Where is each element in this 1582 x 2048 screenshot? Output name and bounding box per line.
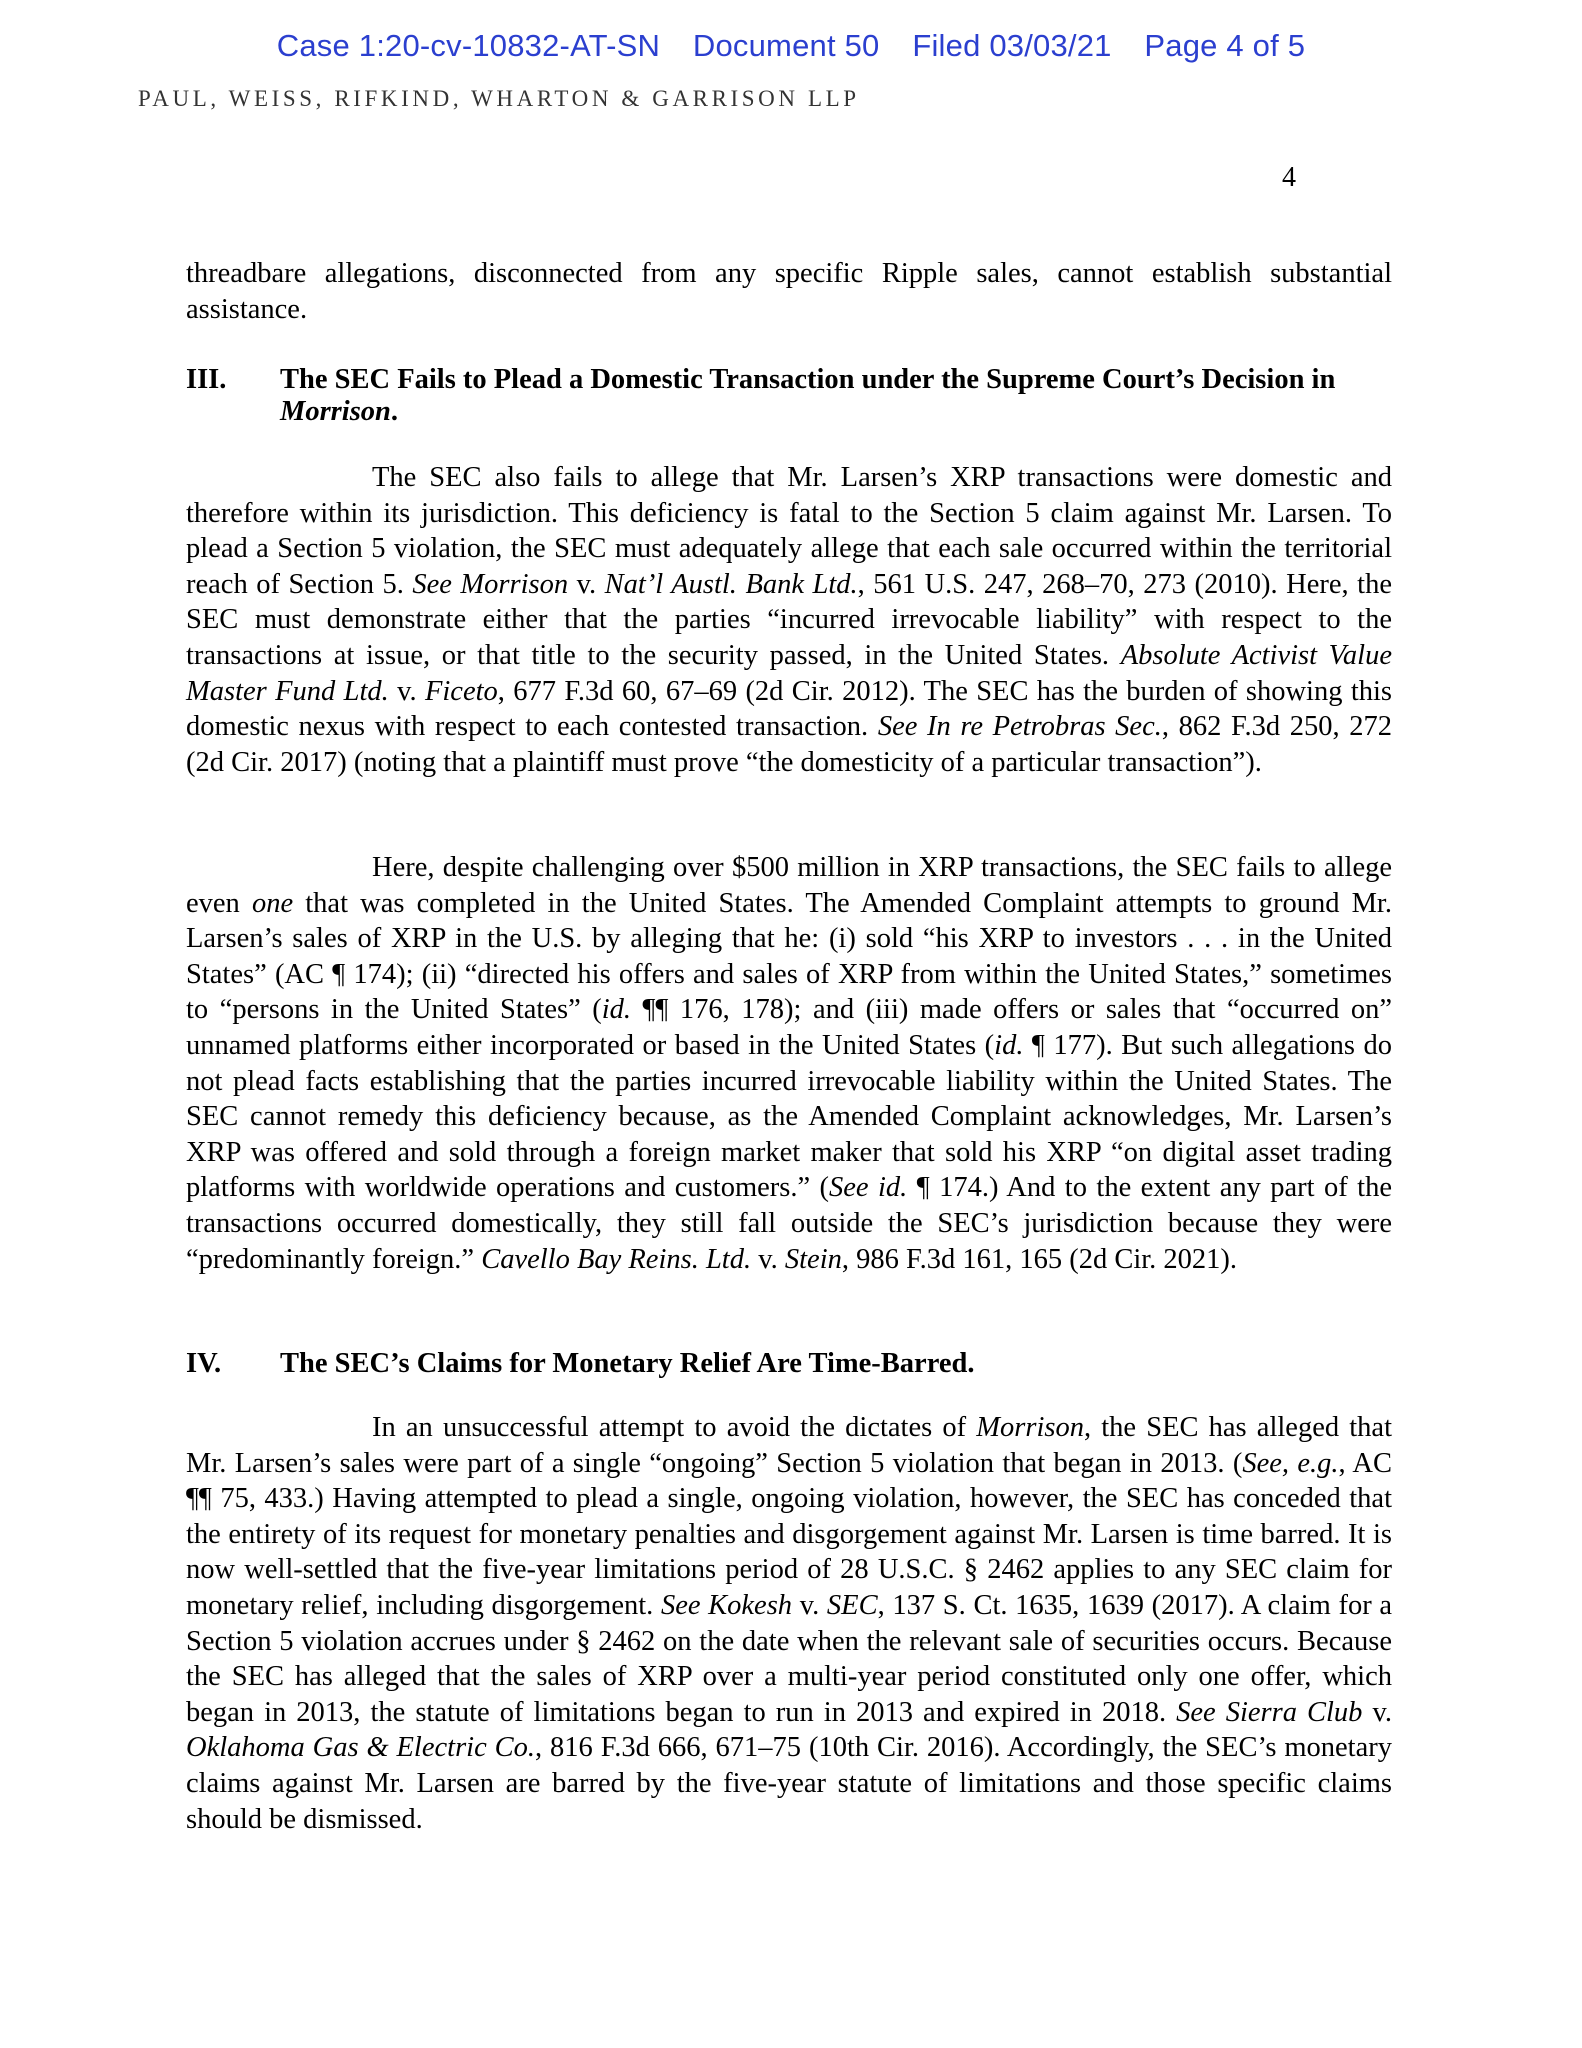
section-number: III. [186, 364, 227, 395]
page-number: 4 [1282, 162, 1296, 193]
document-number: Document 50 [692, 28, 880, 63]
paragraph-time-barred: In an unsuccessful attempt to avoid the dictates of Morrison, the SEC has alleged that Mr. Larsen’s sales were part of a single “ongoing” Section 5 violation that began in 2013. (See, e.g., AC ¶¶ 75, 433.) Having attempted to plead a single, ongoing violation, however, the SEC has conceded that the entirety of its request for monetary penalties and disgorgement against Mr. Larsen is time barred. It is now well-settled that the five-year limitations period of 28 U.S.C. § 2462 applies to any SEC claim for monetary relief, including disgorgement. See Kokesh v. SEC, 137 S. Ct. 1635, 1639 (2017). A claim for a Section 5 violation accrues under § 2462 on the date when the relevant sale of securities occurs. Because the SEC has alleged that the sales of XRP over a multi-year period constituted only one offer, which began in 2013, the statute of limitations began to run in 2013 and expired in 2018. See Sierra Club v. Oklahoma Gas & Electric Co., 816 F.3d 666, 671–75 (10th Cir. 2016). Accordingly, the SEC’s monetary claims against Mr. Larsen are barred by the five-year statute of limitations and those specific claims should be dismissed. [186, 1412, 1393, 1835]
paragraph-xrp-sales: Here, despite challenging over $500 million in XRP transactions, the SEC fails to allege even one that was completed in the United States. The Amended Complaint attempts to ground Mr. Larsen’s sales of XRP in the U.S. by alleging that he: (i) sold “his XRP to investors . . . in the United States” (AC ¶ 174); (ii) “directed his offers and sales of XRP from within the United States,” sometimes to “persons in the United States” (id. ¶¶ 176, 178); and (iii) made offers or sales that “occurred on” unnamed platforms either incorporated or based in the United States (id. ¶ 177). But such allegations do not plead facts establishing that the parties incurred irrevocable liability within the United States. The SEC cannot remedy this deficiency because, as the Amended Complaint acknowledges, Mr. Larsen’s XRP was offered and sold through a foreign market maker that sold his XRP “on digital asset trading platforms with worldwide operations and customers.” (See id. ¶ 174.) And to the extent any part of the transactions occurred domestically, they still fall outside the SEC’s jurisdiction because they were “predominantly foreign.” Cavello Bay Reins. Ltd. v. Stein, 986 F.3d 161, 165 (2d Cir. 2021). [186, 852, 1392, 1275]
paragraph-domestic-transaction: The SEC also fails to allege that Mr. Larsen’s XRP transactions were domestic and therefore within its jurisdiction. This deficiency is fatal to the Section 5 claim against Mr. Larsen. To plead a Section 5 violation, the SEC must adequately allege that each sale occurred within the territorial reach of Section 5. See Morrison v. Nat’l Austl. Bank Ltd., 561 U.S. 247, 268–70, 273 (2010). Here, the SEC must demonstrate either that the parties “incurred irrevocable liability” with respect to the transactions at issue, or that title to the security passed, in the United States. Absolute Activist Value Master Fund Ltd. v. Ficeto, 677 F.3d 60, 67–69 (2d Cir. 2012). The SEC has the burden of showing this domestic nexus with respect to each contested transaction. See In re Petrobras Sec., 862 F.3d 250, 272 (2d Cir. 2017) (noting that a plaintiff must prove “the domesticity of a particular transaction”). [186, 462, 1393, 778]
section-heading-iii [186, 364, 1392, 428]
section-title: The SEC’s Claims for Monetary Relief Are Time-Barred. [280, 1348, 975, 1379]
section-heading-iv [186, 1348, 1392, 1380]
section-number: IV. [186, 1348, 222, 1379]
filed-date: Filed 03/03/21 [912, 28, 1112, 63]
page-of-total: Page 4 of 5 [1144, 28, 1306, 63]
section-title: The SEC Fails to Plead a Domestic Transaction under the Supreme Court’s Decision in Morrison. [280, 364, 1336, 427]
firm-letterhead: PAUL, WEISS, RIFKIND, WHARTON & GARRISON LLP [138, 86, 860, 111]
paragraph-continued: threadbare allegations, disconnected from any specific Ripple sales, cannot establish substantial assistance. [186, 258, 1392, 325]
case-number: Case 1:20-cv-10832-AT-SN [276, 28, 661, 63]
ecf-header-stamp [0, 28, 1582, 64]
